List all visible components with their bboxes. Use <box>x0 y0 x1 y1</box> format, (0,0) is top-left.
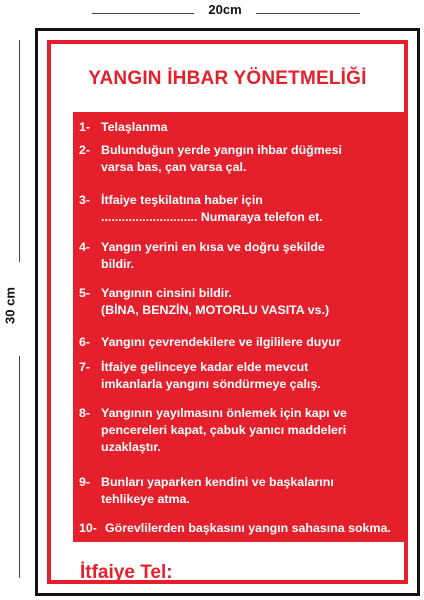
instruction-item <box>79 119 404 136</box>
height-dimension-line-top <box>19 40 20 262</box>
instruction-text: Yangının cinsini bildir. (BİNA, BENZİN, MOTORLU VASITA vs.) <box>101 286 330 317</box>
instruction-number: 5- <box>79 286 91 300</box>
instruction-text: Bulunduğun yerde yangın ihbar düğmesi varsa bas, çan varsa çal. <box>101 143 342 174</box>
instruction-item <box>79 474 404 508</box>
instruction-item <box>79 334 404 351</box>
fire-department-phone-label: İtfaiye Tel: <box>80 562 173 583</box>
instruction-text: Görevlilerden başkasını yangın sahasına sokma. <box>105 521 391 535</box>
instruction-item <box>79 142 404 176</box>
width-dimension-label: 20cm <box>208 2 242 17</box>
sign-title: YANGIN İHBAR YÖNETMELİĞİ <box>88 68 367 89</box>
instruction-number: 7- <box>79 360 91 374</box>
instruction-text: İtfaiye gelinceye kadar elde mevcut imkanlarla yangını söndürmeye çalış. <box>101 360 321 391</box>
instruction-item <box>79 359 404 393</box>
instruction-number: 4- <box>79 240 91 254</box>
width-dimension-line-right <box>256 13 360 14</box>
instruction-item <box>79 405 404 456</box>
height-dimension-line-bottom <box>19 356 20 578</box>
instruction-item <box>79 520 404 537</box>
instruction-text: İtfaiye teşkilatına haber için ............................ Numaraya telefon et. <box>101 193 323 224</box>
instruction-number: 8- <box>79 406 91 420</box>
instruction-text: Telaşlanma <box>101 120 168 134</box>
sign-white-field <box>51 44 404 583</box>
instruction-number: 6- <box>79 335 91 349</box>
instruction-text: Bunları yaparken kendini ve başkalarını tehlikeye atma. <box>101 475 334 506</box>
instruction-number: 10- <box>79 521 97 535</box>
fire-notice-sign <box>35 28 420 596</box>
instruction-number: 2- <box>79 143 91 157</box>
instruction-item <box>79 192 404 226</box>
instruction-number: 9- <box>79 475 91 489</box>
instruction-text: Yangın yerini en kısa ve doğru şekilde bildir. <box>101 240 325 271</box>
width-dimension-line-left <box>92 13 194 14</box>
height-dimension-label: 30 cm <box>2 287 18 324</box>
instruction-text: Yangını çevrendekilere ve ilgililere duyur <box>101 335 341 349</box>
height-dimension <box>0 30 30 590</box>
instructions-panel <box>73 112 408 542</box>
instruction-number: 3- <box>79 193 91 207</box>
instruction-item <box>79 239 404 273</box>
width-dimension <box>0 2 424 20</box>
instruction-number: 1- <box>79 120 91 134</box>
instruction-text: Yangının yayılmasını önlemek için kapı ve pencereleri kapat, çabuk yanıcı maddeleri uzaklaştır. <box>101 406 347 454</box>
instruction-item <box>79 285 404 319</box>
